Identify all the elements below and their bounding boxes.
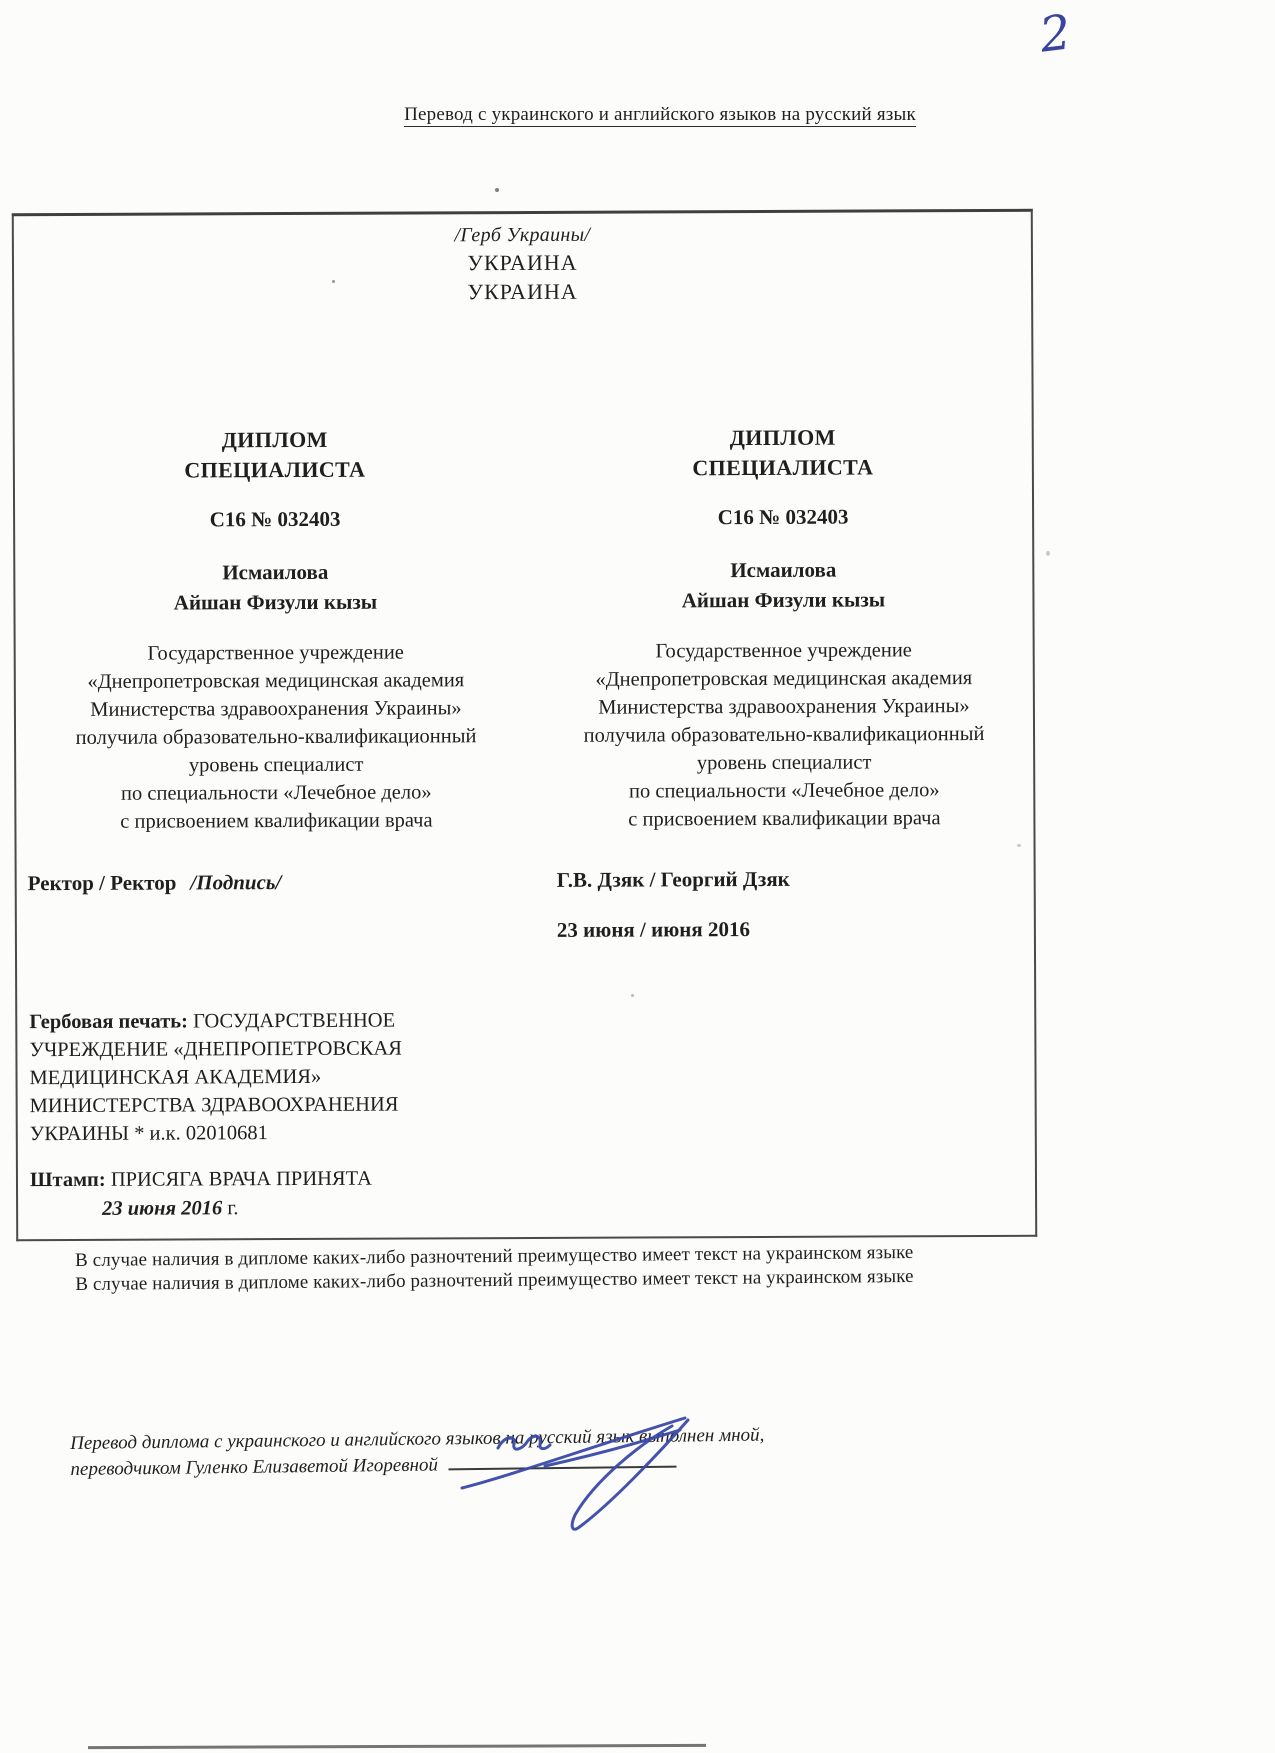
diploma-body-line: Министерства здравоохранения Украины» [90, 697, 462, 721]
discrepancy-note-line1: В случае наличия в дипломе каких-либо разночтений преимущество имеет текст на украинском языке [75, 1241, 914, 1271]
diploma-frame [12, 209, 1037, 1241]
stamp-description [30, 1165, 372, 1224]
rector-signature-line [28, 870, 282, 896]
stamp-date: 23 июня 2016 [102, 1197, 223, 1220]
diploma-column-right [553, 422, 1015, 834]
diploma-body-line: с присвоением квалификации врача [120, 809, 433, 833]
translator-name: переводчиком Гуленко Елизаветой Игоревной [70, 1454, 439, 1480]
ink-speck [1046, 551, 1050, 556]
seal-line: МИНИСТЕРСТВА ЗДРАВООХРАНЕНИЯ [29, 1093, 399, 1118]
diploma-body-line: Государственное учреждение [655, 639, 912, 663]
graduate-given-names: Айшан Физули кызы [681, 587, 886, 613]
diploma-series-number: С16 № 032403 [717, 504, 849, 530]
coat-of-arms-note: /Герб Украины/ [454, 223, 591, 247]
frame-header [14, 220, 1031, 308]
seal-line: УКРАИНЫ * и.к. 02010681 [29, 1122, 268, 1146]
diploma-body-line: «Днепропетровская медицинская академия [87, 669, 465, 693]
translator-statement-line1: Перевод диплома с украинского и английского языков на русский язык выполнен мной, [70, 1424, 765, 1454]
discrepancy-note-line2: В случае наличия в дипломе каких-либо разночтений преимущество имеет текст на украинском языке [75, 1265, 914, 1295]
seal-line [29, 1006, 515, 1036]
diploma-body-line: Государственное учреждение [147, 641, 404, 665]
diploma-column-left [45, 424, 507, 836]
signature-note: /Подпись/ [190, 870, 282, 895]
diploma-heading [45, 424, 505, 486]
diploma-heading-line1: ДИПЛОМ [221, 426, 328, 453]
country-name-line2: УКРАИНА [467, 278, 578, 305]
translator-signature-ink [450, 1400, 720, 1540]
ink-speck [631, 994, 634, 997]
diploma-body-line: с присвоением квалификации врача [628, 807, 941, 831]
diploma-body-line: уровень специалист [188, 753, 364, 777]
diploma-body-line: «Днепропетровская медицинская академия [595, 667, 973, 691]
ink-speck [495, 188, 499, 192]
seal-description [29, 1006, 516, 1148]
graduate-given-names: Айшан Физули кызы [173, 589, 378, 615]
stamp-label: Штамп: [29, 1168, 106, 1192]
diploma-body-line: уровень специалист [696, 751, 872, 775]
handwritten-page-number: 2 [1036, 4, 1074, 64]
diploma-body-line: получила образовательно-квалификационный [583, 722, 985, 747]
ink-speck [332, 280, 335, 283]
graduate-surname: Исмаилова [730, 557, 837, 583]
rector-name-translation: Г.В. Дзяк / Георгий Дзяк [556, 866, 790, 892]
diploma-body-line: по специальности «Лечебное дело» [628, 779, 940, 803]
diploma-series-number: С16 № 032403 [209, 506, 341, 532]
seal-line: УЧРЕЖДЕНИЕ «ДНЕПРОПЕТРОВСКАЯ [29, 1037, 402, 1062]
stamp-text: ПРИСЯГА ВРАЧА ПРИНЯТА [110, 1167, 372, 1191]
diploma-body-line: получила образовательно-квалификационный [75, 725, 477, 749]
translation-title [0, 104, 1275, 126]
translation-title-text: Перевод с украинского и английского языков на русский язык [404, 104, 916, 125]
diploma-heading-line2: СПЕЦИАЛИСТА [184, 456, 366, 483]
seal-text: ГОСУДАРСТВЕННОЕ [193, 1009, 396, 1033]
seal-label: Гербовая печать: [29, 1010, 188, 1034]
stamp-date-suffix: г. [227, 1197, 239, 1220]
diploma-heading-line1: ДИПЛОМ [729, 424, 836, 451]
discrepancy-note [75, 1241, 914, 1296]
stamp-date-line [30, 1194, 372, 1224]
diploma-heading [553, 422, 1013, 484]
scan-edge-artifact [88, 1744, 706, 1749]
rector-label: Ректор / Ректор [27, 870, 177, 896]
graduate-name [45, 556, 505, 618]
diploma-body-line: по специальности «Лечебное дело» [120, 781, 432, 805]
graduate-surname: Исмаилова [222, 559, 329, 585]
diploma-heading-line2: СПЕЦИАЛИСТА [692, 454, 874, 481]
issue-date-line: 23 июня / июня 2016 [556, 917, 751, 942]
graduate-name [553, 554, 1013, 616]
diploma-body-line: Министерства здравоохранения Украины» [598, 695, 970, 719]
stamp-line [30, 1165, 372, 1195]
diploma-body [554, 636, 1015, 834]
diploma-body [46, 638, 507, 836]
country-name-line1: УКРАИНА [467, 249, 578, 276]
seal-line: МЕДИЦИНСКАЯ АКАДЕМИЯ» [29, 1065, 322, 1090]
ink-speck [1017, 844, 1021, 847]
